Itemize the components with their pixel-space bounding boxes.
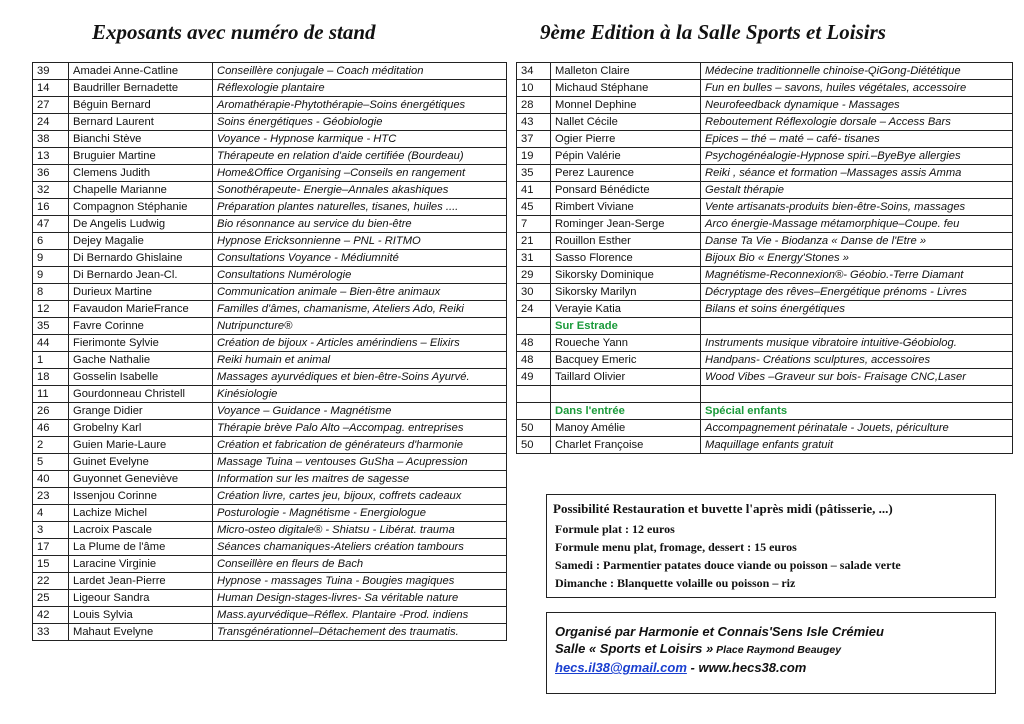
stand-number: 24 <box>33 114 69 131</box>
exhibitor-name: Compagnon Stéphanie <box>69 199 213 216</box>
stand-number: 11 <box>33 386 69 403</box>
table-row <box>33 284 507 301</box>
stand-number: 43 <box>517 114 551 131</box>
exhibitor-activity: Human Design-stages-livres- Sa véritable nature <box>213 590 507 607</box>
exhibitor-name: Malleton Claire <box>551 63 701 80</box>
exhibitor-name: Di Bernardo Jean-Cl. <box>69 267 213 284</box>
restauration-line: Dimanche : Blanquette volaille ou poisson – riz <box>555 576 796 590</box>
exhibitor-activity: Consultations Voyance - Médiumnité <box>213 250 507 267</box>
stand-number: 2 <box>33 437 69 454</box>
exhibitor-activity: Voyance - Hypnose karmique - HTC <box>213 131 507 148</box>
exhibitor-activity: Conseillère conjugale – Coach méditation <box>213 63 507 80</box>
contact-line <box>555 659 995 676</box>
exhibitor-activity: Psychogénéalogie-Hypnose spiri.–ByeBye allergies <box>701 148 1013 165</box>
table-row <box>517 437 1013 454</box>
table-row <box>33 420 507 437</box>
table-row <box>33 522 507 539</box>
exhibitor-name: De Angelis Ludwig <box>69 216 213 233</box>
table-row <box>33 114 507 131</box>
restauration-box <box>546 494 996 598</box>
stand-number <box>517 386 551 403</box>
table-row <box>33 301 507 318</box>
table-row <box>33 216 507 233</box>
exhibitor-activity: Epices – thé – maté – café- tisanes <box>701 131 1013 148</box>
stand-number: 48 <box>517 335 551 352</box>
exhibitor-activity: Massages ayurvédiques et bien-être-Soins Ayurvé. <box>213 369 507 386</box>
exhibitor-activity: Médecine traditionnelle chinoise-QiGong-Diététique <box>701 63 1013 80</box>
table-row <box>517 284 1013 301</box>
stand-number: 15 <box>33 556 69 573</box>
exhibitor-activity: Communication animale – Bien-être animaux <box>213 284 507 301</box>
exhibitor-name: Bruguier Martine <box>69 148 213 165</box>
exhibitor-activity: Familles d'âmes, chamanisme, Ateliers Ado, Reiki <box>213 301 507 318</box>
exhibitor-activity: Gestalt thérapie <box>701 182 1013 199</box>
exhibitor-name: Louis Sylvia <box>69 607 213 624</box>
table-row <box>33 624 507 641</box>
table-row <box>33 471 507 488</box>
exhibitor-name <box>551 386 701 403</box>
table-row <box>517 318 1013 335</box>
table-row <box>517 148 1013 165</box>
exhibitor-name: Bacquey Emeric <box>551 352 701 369</box>
table-row <box>33 318 507 335</box>
exhibitor-activity: Aromathérapie-Phytothérapie–Soins énergétiques <box>213 97 507 114</box>
stand-number: 18 <box>33 369 69 386</box>
exhibitor-name: Ponsard Bénédicte <box>551 182 701 199</box>
table-row <box>517 301 1013 318</box>
table-row <box>33 80 507 97</box>
stand-number: 31 <box>517 250 551 267</box>
exhibitor-activity: Bio résonnance au service du bien-être <box>213 216 507 233</box>
stand-number: 9 <box>33 250 69 267</box>
table-row <box>33 199 507 216</box>
exhibitor-activity: Réflexologie plantaire <box>213 80 507 97</box>
restauration-line: Formule plat : 12 euros <box>555 522 675 536</box>
stand-number: 24 <box>517 301 551 318</box>
stand-number: 3 <box>33 522 69 539</box>
exhibitor-activity: Arco énergie-Massage métamorphique–Coupe. feu <box>701 216 1013 233</box>
restauration-line: Formule menu plat, fromage, dessert : 15 euros <box>555 540 797 554</box>
restauration-heading: Possibilité Restauration et buvette l'après midi (pâtisserie, ...) <box>553 501 893 516</box>
stand-number: 10 <box>517 80 551 97</box>
exhibitor-activity: Spécial enfants <box>701 403 1013 420</box>
exhibitor-activity: Micro-osteo digitale® - Shiatsu - Libérat. trauma <box>213 522 507 539</box>
exhibitor-name: Mahaut Evelyne <box>69 624 213 641</box>
stand-number: 41 <box>517 182 551 199</box>
table-row <box>33 403 507 420</box>
table-row <box>33 63 507 80</box>
exhibitor-name: Laracine Virginie <box>69 556 213 573</box>
table-row <box>517 97 1013 114</box>
exhibitor-name: Grobelny Karl <box>69 420 213 437</box>
table-row <box>33 148 507 165</box>
exhibitor-name: Favre Corinne <box>69 318 213 335</box>
stand-number <box>517 403 551 420</box>
stand-number: 49 <box>517 369 551 386</box>
table-row <box>517 131 1013 148</box>
stand-number: 28 <box>517 97 551 114</box>
exhibitor-activity: Sonothérapeute- Energie–Annales akashiques <box>213 182 507 199</box>
stand-number: 33 <box>33 624 69 641</box>
stand-number: 44 <box>33 335 69 352</box>
exhibitor-activity: Home&Office Organising –Conseils en rangement <box>213 165 507 182</box>
exhibitor-activity: Reiki , séance et formation –Massages assis Amma <box>701 165 1013 182</box>
exhibitor-activity: Vente artisanats-produits bien-être-Soins, massages <box>701 199 1013 216</box>
exhibitor-name: Perez Laurence <box>551 165 701 182</box>
exhibitor-activity: Transgénérationnel–Détachement des traumatis. <box>213 624 507 641</box>
table-row <box>517 182 1013 199</box>
table-row <box>33 182 507 199</box>
exhibitor-activity: Kinésiologie <box>213 386 507 403</box>
venue-address: Place Raymond Beaugey <box>713 644 842 656</box>
exhibitor-activity: Posturologie - Magnétisme - Energiologue <box>213 505 507 522</box>
stand-number: 5 <box>33 454 69 471</box>
exhibitor-name: Bianchi Stève <box>69 131 213 148</box>
exhibitor-activity: Thérapie brève Palo Alto –Accompag. entreprises <box>213 420 507 437</box>
exhibitor-activity: Séances chamaniques-Ateliers création tambours <box>213 539 507 556</box>
exhibitor-name: Guien Marie-Laure <box>69 437 213 454</box>
table-row <box>33 165 507 182</box>
stand-number: 48 <box>517 352 551 369</box>
table-row <box>33 352 507 369</box>
stand-number: 46 <box>33 420 69 437</box>
table-row <box>517 267 1013 284</box>
restauration-line: Samedi : Parmentier patates douce viande ou poisson – salade verte <box>555 558 901 572</box>
exhibitor-name: Charlet Françoise <box>551 437 701 454</box>
table-row <box>33 488 507 505</box>
exhibitor-name: Guyonnet Geneviève <box>69 471 213 488</box>
exhibitor-activity: Hypnose Ericksonnienne – PNL - RITMO <box>213 233 507 250</box>
stand-number: 40 <box>33 471 69 488</box>
stand-number: 47 <box>33 216 69 233</box>
stand-number: 4 <box>33 505 69 522</box>
stand-number: 36 <box>33 165 69 182</box>
exhibitor-name: Gache Nathalie <box>69 352 213 369</box>
table-row <box>517 216 1013 233</box>
table-row <box>517 335 1013 352</box>
table-row <box>33 131 507 148</box>
table-row <box>33 505 507 522</box>
page-title-left: Exposants avec numéro de stand <box>92 20 376 44</box>
stand-number: 50 <box>517 420 551 437</box>
table-row <box>33 539 507 556</box>
exhibitor-activity <box>701 318 1013 335</box>
exhibitor-name: Rimbert Viviane <box>551 199 701 216</box>
exhibitor-name: Dejey Magalie <box>69 233 213 250</box>
exhibitor-name: Gosselin Isabelle <box>69 369 213 386</box>
stand-number <box>517 318 551 335</box>
venue-name: Salle « Sports et Loisirs » <box>555 641 714 656</box>
exhibitor-activity: Accompagnement périnatale - Jouets, périculture <box>701 420 1013 437</box>
exhibitor-activity: Handpans- Créations sculptures, accessoires <box>701 352 1013 369</box>
exhibitor-activity: Hypnose - massages Tuina - Bougies magiques <box>213 573 507 590</box>
website-text: - www.hecs38.com <box>686 660 807 675</box>
exhibitor-name: Clemens Judith <box>69 165 213 182</box>
stand-number: 16 <box>33 199 69 216</box>
exhibitor-name: Taillard Olivier <box>551 369 701 386</box>
stand-number: 37 <box>517 131 551 148</box>
stand-number: 35 <box>33 318 69 335</box>
exhibitor-name: Sasso Florence <box>551 250 701 267</box>
stand-number: 26 <box>33 403 69 420</box>
exhibitor-name: Lachize Michel <box>69 505 213 522</box>
table-row <box>517 233 1013 250</box>
table-row <box>517 199 1013 216</box>
exhibitor-activity: Création livre, cartes jeu, bijoux, coffrets cadeaux <box>213 488 507 505</box>
stand-number: 50 <box>517 437 551 454</box>
exhibitor-name: Fierimonte Sylvie <box>69 335 213 352</box>
exhibitors-table-left <box>32 62 507 641</box>
stand-number: 6 <box>33 233 69 250</box>
exhibitor-name: Ligeour Sandra <box>69 590 213 607</box>
exhibitor-activity: Magnétisme-Reconnexion®- Géobio.-Terre Diamant <box>701 267 1013 284</box>
stand-number: 14 <box>33 80 69 97</box>
exhibitor-activity: Voyance – Guidance - Magnétisme <box>213 403 507 420</box>
exhibitor-name: Gourdonneau Christell <box>69 386 213 403</box>
exhibitor-name: Baudriller Bernadette <box>69 80 213 97</box>
exhibitor-activity: Consultations Numérologie <box>213 267 507 284</box>
table-row <box>33 607 507 624</box>
exhibitor-name: Grange Didier <box>69 403 213 420</box>
exhibitor-name: Sikorsky Marilyn <box>551 284 701 301</box>
exhibitor-name: Béguin Bernard <box>69 97 213 114</box>
exhibitor-activity: Création et fabrication de générateurs d'harmonie <box>213 437 507 454</box>
stand-number: 42 <box>33 607 69 624</box>
exhibitor-activity <box>701 386 1013 403</box>
exhibitor-name: Verayie Katia <box>551 301 701 318</box>
exhibitor-activity: Instruments musique vibratoire intuitive-Géobiolog. <box>701 335 1013 352</box>
exhibitor-name: Sikorsky Dominique <box>551 267 701 284</box>
stand-number: 34 <box>517 63 551 80</box>
exhibitor-activity: Thérapeute en relation d'aide certifiée (Bourdeau) <box>213 148 507 165</box>
exhibitor-name: La Plume de l'âme <box>69 539 213 556</box>
stand-number: 17 <box>33 539 69 556</box>
exhibitor-activity: Soins énergétiques - Géobiologie <box>213 114 507 131</box>
table-row <box>33 590 507 607</box>
exhibitor-name: Guinet Evelyne <box>69 454 213 471</box>
stand-number: 39 <box>33 63 69 80</box>
stand-number: 13 <box>33 148 69 165</box>
exhibitors-table-right <box>516 62 1013 454</box>
exhibitor-activity: Préparation plantes naturelles, tisanes, huiles .... <box>213 199 507 216</box>
exhibitor-name: Ogier Pierre <box>551 131 701 148</box>
stand-number: 9 <box>33 267 69 284</box>
table-row <box>33 573 507 590</box>
exhibitor-activity: Nutripuncture® <box>213 318 507 335</box>
table-row <box>517 369 1013 386</box>
venue-line <box>555 640 995 659</box>
table-row <box>517 165 1013 182</box>
exhibitor-name: Roueche Yann <box>551 335 701 352</box>
stand-number: 38 <box>33 131 69 148</box>
exhibitor-activity: Information sur les maitres de sagesse <box>213 471 507 488</box>
table-row <box>33 335 507 352</box>
table-row <box>33 250 507 267</box>
table-row <box>33 556 507 573</box>
table-row <box>517 63 1013 80</box>
exhibitor-name: Pépin Valérie <box>551 148 701 165</box>
exhibitor-activity: Bilans et soins énergétiques <box>701 301 1013 318</box>
exhibitor-activity: Neurofeedback dynamique - Massages <box>701 97 1013 114</box>
exhibitor-activity: Reiki humain et animal <box>213 352 507 369</box>
stand-number: 29 <box>517 267 551 284</box>
stand-number: 32 <box>33 182 69 199</box>
exhibitor-name: Bernard Laurent <box>69 114 213 131</box>
table-row <box>33 386 507 403</box>
stand-number: 12 <box>33 301 69 318</box>
exhibitor-activity: Mass.ayurvédique–Réflex. Plantaire -Prod. indiens <box>213 607 507 624</box>
exhibitor-activity: Maquillage enfants gratuit <box>701 437 1013 454</box>
exhibitor-name: Nallet Cécile <box>551 114 701 131</box>
table-row <box>517 420 1013 437</box>
stand-number: 45 <box>517 199 551 216</box>
table-row <box>33 437 507 454</box>
exhibitor-activity: Massage Tuina – ventouses GuSha – Acupression <box>213 454 507 471</box>
exhibitor-name: Rouillon Esther <box>551 233 701 250</box>
organisation-box <box>546 612 996 694</box>
email-link[interactable]: hecs.il38@gmail.com <box>555 660 687 675</box>
page-title-right: 9ème Edition à la Salle Sports et Loisirs <box>540 20 886 44</box>
table-row <box>33 233 507 250</box>
exhibitor-name: Lacroix Pascale <box>69 522 213 539</box>
exhibitor-name: Durieux Martine <box>69 284 213 301</box>
exhibitor-name: Michaud Stéphane <box>551 80 701 97</box>
exhibitor-name: Manoy Amélie <box>551 420 701 437</box>
table-row <box>517 80 1013 97</box>
exhibitor-activity: Fun en bulles – savons, huiles végétales, accessoire <box>701 80 1013 97</box>
stand-number: 22 <box>33 573 69 590</box>
exhibitor-activity: Conseillère en fleurs de Bach <box>213 556 507 573</box>
table-row <box>517 386 1013 403</box>
exhibitor-name: Favaudon MarieFrance <box>69 301 213 318</box>
table-row <box>517 352 1013 369</box>
stand-number: 19 <box>517 148 551 165</box>
stand-number: 7 <box>517 216 551 233</box>
stand-number: 25 <box>33 590 69 607</box>
table-row <box>33 369 507 386</box>
stand-number: 35 <box>517 165 551 182</box>
exhibitor-name: Rominger Jean-Serge <box>551 216 701 233</box>
exhibitor-name: Chapelle Marianne <box>69 182 213 199</box>
stand-number: 1 <box>33 352 69 369</box>
stand-number: 30 <box>517 284 551 301</box>
exhibitor-name: Sur Estrade <box>551 318 701 335</box>
exhibitor-name: Di Bernardo Ghislaine <box>69 250 213 267</box>
exhibitor-activity: Création de bijoux - Articles amérindiens – Elixirs <box>213 335 507 352</box>
table-row <box>517 114 1013 131</box>
exhibitor-activity: Wood Vibes –Graveur sur bois- Fraisage CNC,Laser <box>701 369 1013 386</box>
exhibitor-activity: Décryptage des rêves–Energétique prénoms - Livres <box>701 284 1013 301</box>
table-row <box>33 97 507 114</box>
exhibitor-name: Dans l'entrée <box>551 403 701 420</box>
table-row <box>517 250 1013 267</box>
exhibitor-activity: Danse Ta Vie - Biodanza « Danse de l'Etre » <box>701 233 1013 250</box>
stand-number: 23 <box>33 488 69 505</box>
exhibitor-activity: Bijoux Bio « Energy'Stones » <box>701 250 1013 267</box>
exhibitor-name: Amadei Anne-Catline <box>69 63 213 80</box>
exhibitor-name: Issenjou Corinne <box>69 488 213 505</box>
table-row <box>33 267 507 284</box>
exhibitor-activity: Reboutement Réflexologie dorsale – Access Bars <box>701 114 1013 131</box>
stand-number: 27 <box>33 97 69 114</box>
stand-number: 8 <box>33 284 69 301</box>
exhibitor-name: Lardet Jean-Pierre <box>69 573 213 590</box>
stand-number: 21 <box>517 233 551 250</box>
organizer-line: Organisé par Harmonie et Connais'Sens Isle Crémieu <box>555 624 884 639</box>
table-row <box>33 454 507 471</box>
table-row <box>517 403 1013 420</box>
exhibitor-name: Monnel Dephine <box>551 97 701 114</box>
